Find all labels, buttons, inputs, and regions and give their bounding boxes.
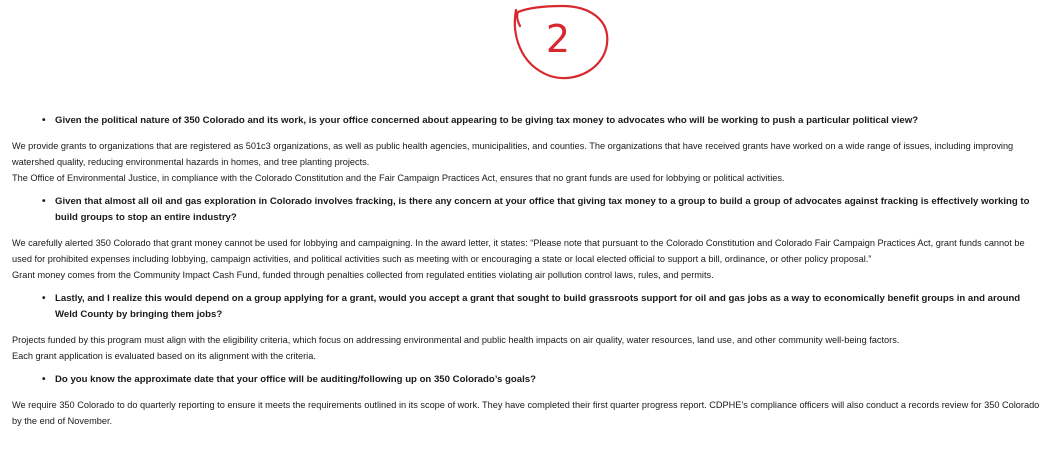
- answer-3-paragraph-2: Each grant application is evaluated based on its alignment with the criteria.: [12, 351, 316, 361]
- annotation-number: 2: [545, 17, 571, 61]
- answer-4-paragraph-1: We require 350 Colorado to do quarterly reporting to ensure it meets the requirements outlined in its scope of work. They have completed their first quarter progress report. CDPHE’s compliance officers will also conduct a records review for 350 Colorado by the end of November.: [12, 400, 1040, 426]
- answer-2-paragraph-1: We carefully alerted 350 Colorado that grant money cannot be used for lobbying and campaigning. In the award letter, it states: “Please note that pursuant to the Colorado Constitution and Colorado Fair Campaign Practices Act, grant funds cannot be used for prohibited expenses including lobbying, campaign activities, and political activities such as meeting with or encouraging a state or local elected official to support a bill, ordinance, or other policy proposal.”: [12, 238, 1025, 264]
- answer-2: [12, 235, 1040, 283]
- question-1: [12, 113, 1040, 129]
- answer-1: [12, 138, 1040, 186]
- answer-3-paragraph-1: Projects funded by this program must align with the eligibility criteria, which focus on addressing environmental and public health impacts on air quality, water resources, land use, and other community well-being factors.: [12, 335, 900, 345]
- question-4: [12, 372, 1040, 388]
- bullet-icon: •: [42, 374, 46, 385]
- question-4-text: Do you know the approximate date that your office will be auditing/following up on 350 Colorado’s goals?: [55, 374, 536, 385]
- handwritten-number-annotation: [508, 2, 612, 82]
- answer-1-paragraph-2: The Office of Environmental Justice, in compliance with the Colorado Constitution and the Fair Campaign Practices Act, ensures that no grant funds are used for lobbying or political activities.: [12, 173, 785, 183]
- question-3-text: Lastly, and I realize this would depend on a group applying for a grant, would you accept a grant that sought to build grassroots support for oil and gas jobs as a way to economically benefit groups in and around Weld County by bringing them jobs?: [55, 293, 1021, 320]
- answer-4: [12, 397, 1040, 429]
- answer-1-paragraph-1: We provide grants to organizations that are registered as 501c3 organizations, as well as public health agencies, municipalities, and counties. The organizations that have received grants have worked on a wide range of issues, including improving watershed quality, reducing environmental hazards in homes, and tree planting projects.: [12, 141, 1014, 167]
- bullet-icon: •: [42, 196, 46, 207]
- question-3: [12, 291, 1040, 323]
- circled-number-drawing: [508, 2, 612, 82]
- question-2: [12, 194, 1040, 226]
- question-1-text: Given the political nature of 350 Colorado and its work, is your office concerned about appearing to be giving tax money to advocates who will be working to push a particular political view?: [55, 115, 919, 126]
- answer-3: [12, 332, 1040, 364]
- question-2-text: Given that almost all oil and gas exploration in Colorado involves fracking, is there any concern at your office that giving tax money to a group to build a group of advocates against fracking is effectively working to build groups to stop an entire industry?: [55, 196, 1030, 223]
- answer-2-paragraph-2: Grant money comes from the Community Impact Cash Fund, funded through penalties collected from regulated entities violating air pollution control laws, rules, and permits.: [12, 270, 714, 280]
- qa-document: [12, 113, 1040, 437]
- bullet-icon: •: [42, 115, 46, 126]
- bullet-icon: •: [42, 293, 46, 304]
